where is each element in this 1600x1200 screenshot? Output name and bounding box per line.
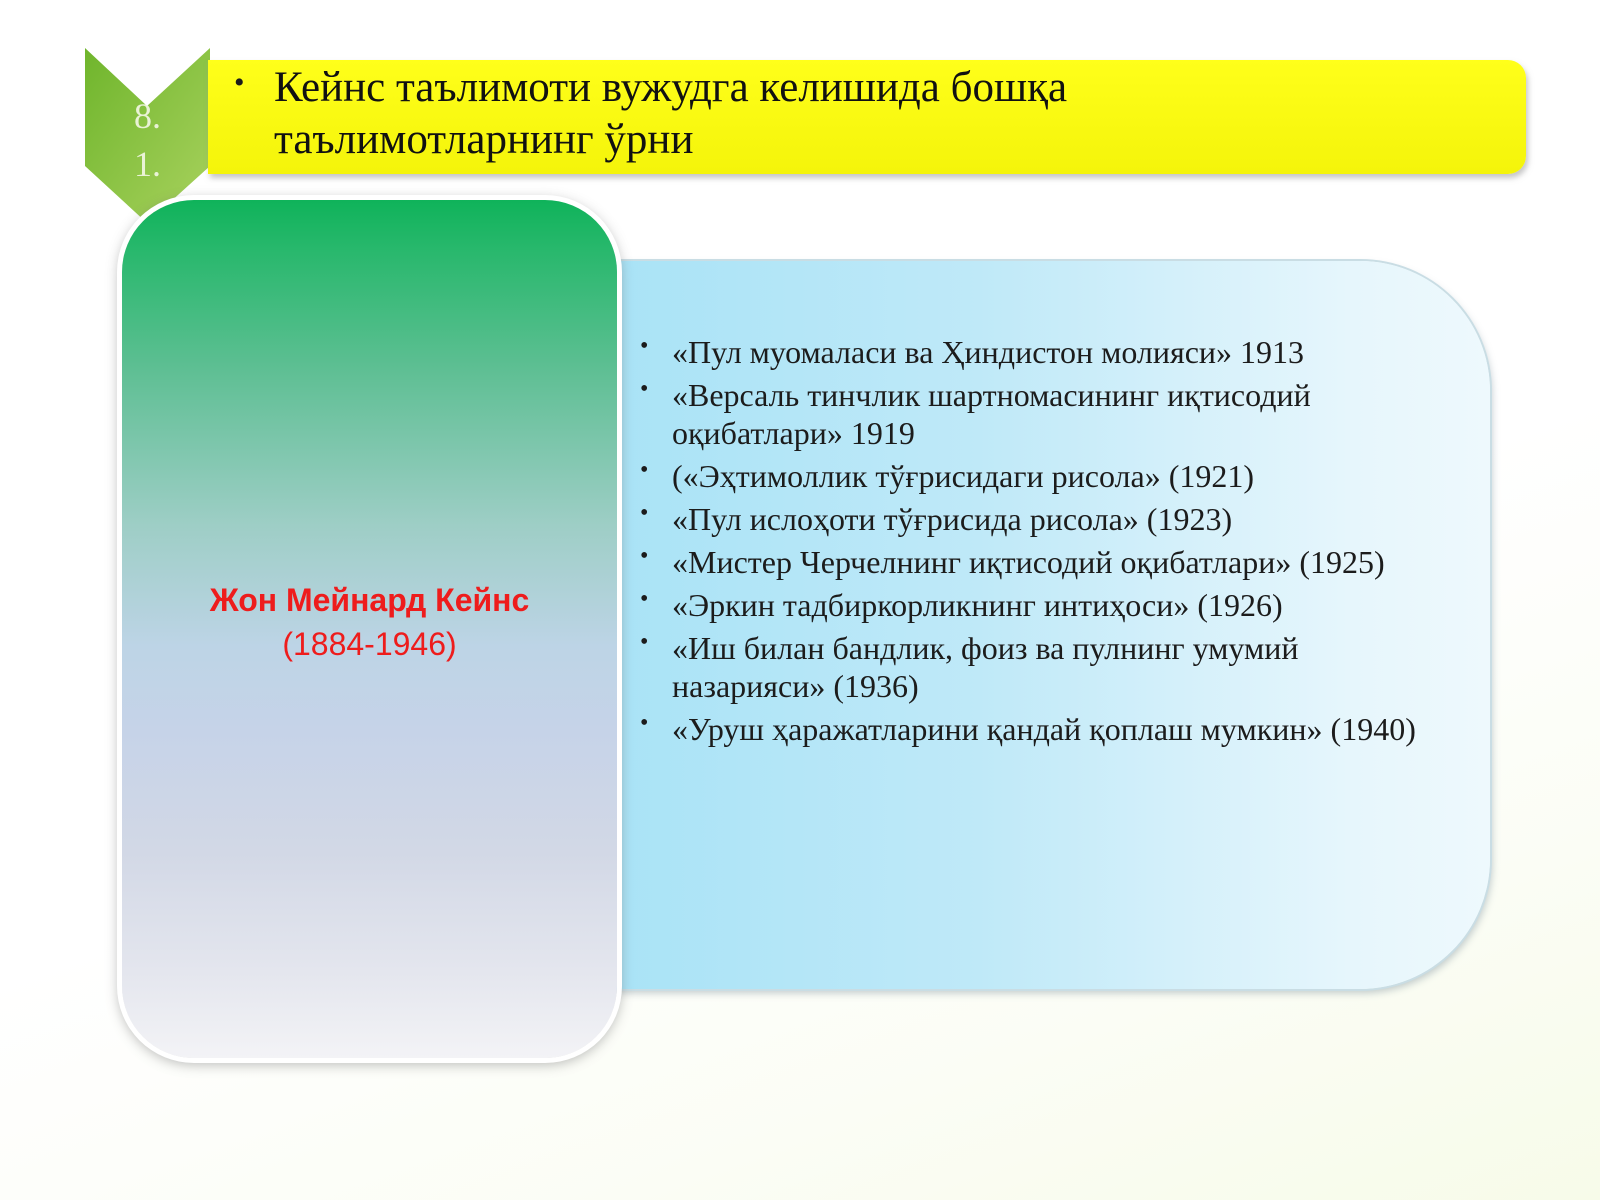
bullet-icon: • <box>640 376 649 402</box>
work-title: «Пул ислоҳоти тўғрисида рисола» (1923) <box>672 501 1233 537</box>
author-years: (1884-1946) <box>282 626 457 662</box>
list-item <box>640 376 1440 452</box>
list-item <box>640 629 1440 705</box>
list-item <box>640 543 1440 581</box>
bullet-icon: • <box>640 543 649 569</box>
list-item <box>640 710 1440 748</box>
work-title: «Уруш ҳаражатларини қандай қоплаш мумкин» (1940) <box>672 711 1416 747</box>
section-number-line1: 8. <box>134 96 161 136</box>
list-item <box>640 333 1440 371</box>
section-number <box>85 92 210 188</box>
work-title: «Эркин тадбиркорликнинг интиҳоси» (1926) <box>672 587 1283 623</box>
bullet-icon: • <box>640 586 649 612</box>
bullet-icon: • <box>640 710 649 736</box>
list-item <box>640 457 1440 495</box>
work-title: «Версаль тинчлик шартномасининг иқтисодий оқибатлари» 1919 <box>672 377 1311 451</box>
work-title: «Пул муомаласи ва Ҳиндистон молияси» 1913 <box>672 334 1305 370</box>
section-chevron <box>85 48 210 223</box>
bullet-icon: • <box>640 457 649 483</box>
work-title: («Эҳтимоллик тўғрисидаги рисола» (1921) <box>672 458 1255 494</box>
slide-title: Кейнс таълимоти вужудга келишида бошқа таълимотларнинг ўрни <box>274 64 1068 163</box>
title-banner <box>208 60 1526 174</box>
bullet-icon: • <box>640 629 649 655</box>
work-title: «Мистер Черчелнинг иқтисодий оқибатлари» (1925) <box>672 544 1385 580</box>
list-item <box>640 586 1440 624</box>
author-card <box>122 200 617 1058</box>
bullet-icon: • <box>640 500 649 526</box>
works-list <box>640 333 1440 753</box>
section-number-line2: 1. <box>134 144 161 184</box>
work-title: «Иш билан бандлик, фоиз ва пулнинг умумий назарияси» (1936) <box>672 630 1299 704</box>
list-item <box>640 500 1440 538</box>
bullet-icon: • <box>640 333 649 359</box>
bullet-icon: • <box>234 66 245 99</box>
author-name: Жон Мейнард Кейнс <box>209 582 530 618</box>
